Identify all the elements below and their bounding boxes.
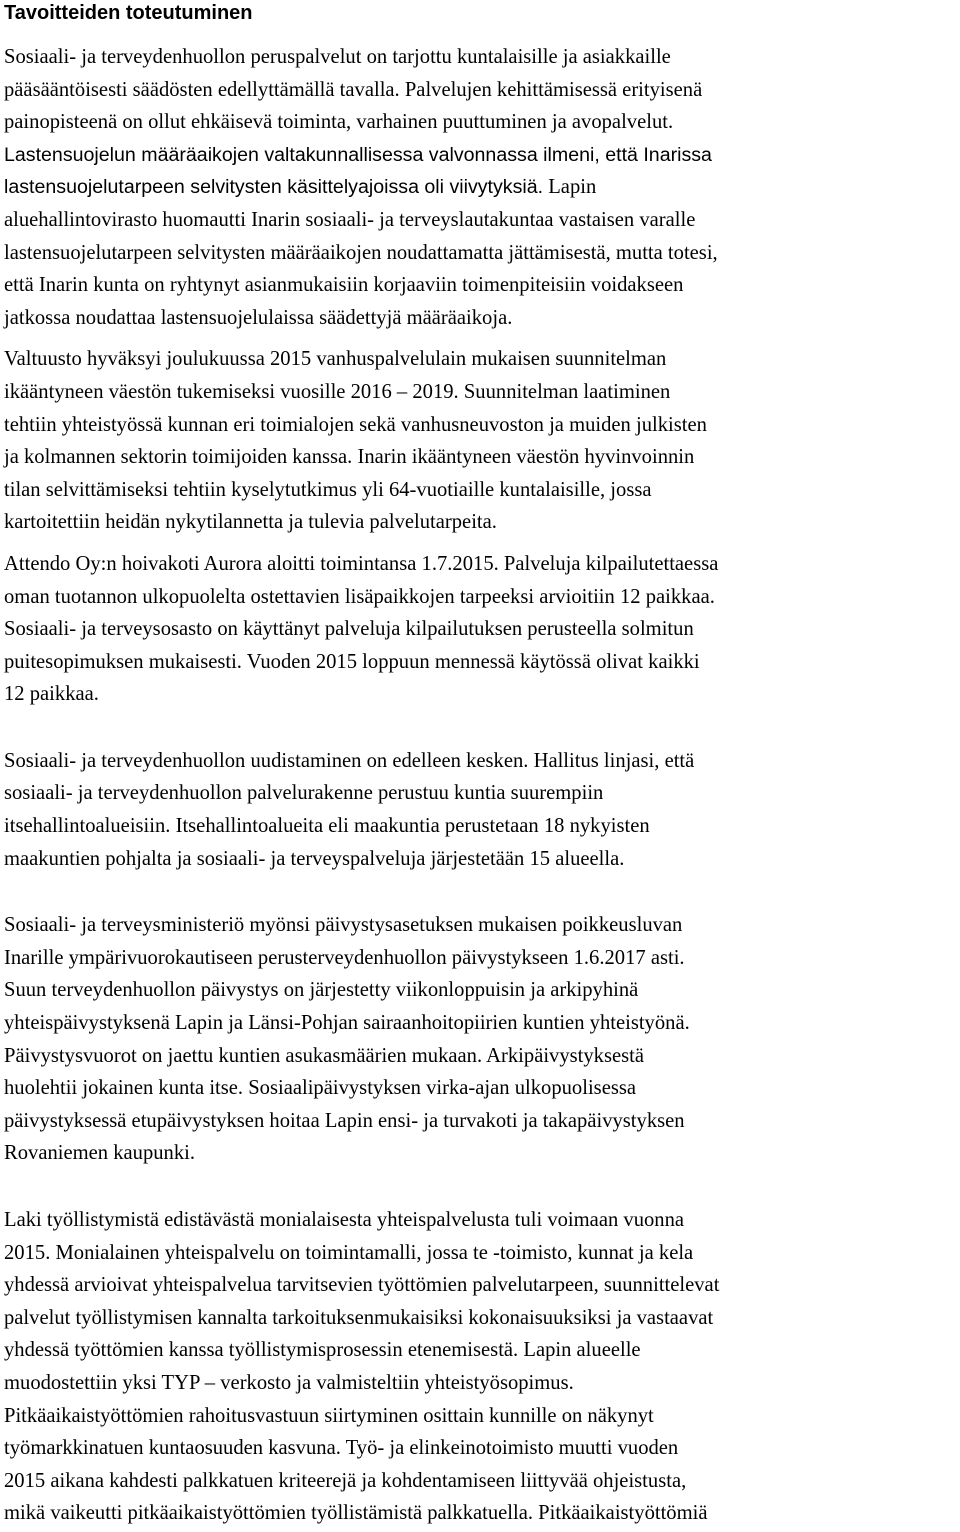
text-line: Sosiaali- ja terveydenhuollon peruspalvelut on tarjottu kuntalaisille ja asiakkaille <box>4 46 671 68</box>
text-fragment: Lapin <box>543 176 597 199</box>
text-line: Päivystysvuorot on jaettu kuntien asukasmäärien mukaan. Arkipäivystyksestä <box>4 1044 645 1067</box>
text-line: ja kolmannen sektorin toimijoiden kanssa. Inarin ikääntyneen väestön hyvinvoinnin <box>4 446 695 469</box>
paragraph-elderly-services <box>4 343 956 539</box>
text-line: 2015. Monialainen yhteispalvelu on toimintamalli, jossa te -toimisto, kunnat ja kela <box>4 1241 694 1264</box>
paragraph-employment <box>4 1204 956 1530</box>
text-line: Pitkäaikaistyöttömien rahoitusvastuun siirtyminen osittain kunnille on näkynyt <box>4 1404 654 1427</box>
text-line: Sosiaali- ja terveysosasto on käyttänyt palveluja kilpailutuksen perusteella solmitun <box>4 618 694 641</box>
text-line: aluehallintovirasto huomautti Inarin sosiaali- ja terveyslautakuntaa vastaisen varalle <box>4 208 696 231</box>
text-line: työmarkkinatuen kuntaosuuden kasvuna. Työ- ja elinkeinotoimisto muutti vuoden <box>4 1437 679 1460</box>
text-line: painopisteenä on ollut ehkäisevä toiminta, varhainen puuttuminen ja avopalvelut. <box>4 111 674 134</box>
text-line: Suun terveydenhuollon päivystys on järjestetty viikonloppuisin ja arkipyhinä <box>4 979 639 1002</box>
text-line: puitesopimuksen mukaisesti. Vuoden 2015 loppuun mennessä käytössä olivat kaikki <box>4 650 700 673</box>
text-line: ikääntyneen väestön tukemiseksi vuosille 2016 – 2019. Suunnitelman laatiminen <box>4 380 671 403</box>
text-line: lastensuojelutarpeen selvitysten määräaikojen noudattamatta jättämisestä, mutta totesi, <box>4 241 718 264</box>
text-line: pääsääntöisesti säädösten edellyttämällä tavalla. Palvelujen kehittämisessä erityisenä <box>4 78 703 101</box>
text-line: Rovaniemen kaupunki. <box>4 1142 196 1165</box>
text-line: Inarille ympärivuorokautiseen perusterveydenhuollon päivystykseen 1.6.2017 asti. <box>4 946 685 969</box>
text-line: kartoitettiin heidän nykytilannetta ja tulevia palvelutarpeita. <box>4 511 497 534</box>
text-line: Sosiaali- ja terveysministeriö myönsi päivystysasetuksen mukaisen poikkeusluvan <box>4 914 683 937</box>
section-heading: Tavoitteiden toteutuminen <box>4 2 253 24</box>
text-line <box>4 171 956 204</box>
text-line: Valtuusto hyväksyi joulukuussa 2015 vanhuspalvelulain mukaisen suunnitelman <box>4 348 667 371</box>
text-line: 2015 aikana kahdesti palkkatuen kriteerejä ja kohdentamiseen liittyvää ohjeistusta, <box>4 1469 687 1492</box>
text-line: yhdessä arvioivat yhteispalvelua tarvitsevien työttömien palvelutarpeen, suunnittelevat <box>4 1274 720 1297</box>
text-line: jatkossa noudattaa lastensuojelulaissa säädettyjä määräaikoja. <box>4 306 513 329</box>
text-line: oman tuotannon ulkopuolelta ostettavien lisäpaikkojen tarpeeksi arvioitiin 12 paikkaa. <box>4 585 715 608</box>
text-line: Laki työllistymistä edistävästä monialaisesta yhteispalvelusta tuli voimaan vuonna <box>4 1209 685 1231</box>
text-line: yhdessä työttömien kanssa työllistymisprosessin etenemisestä. Lapin alueelle <box>4 1339 641 1362</box>
document-page <box>4 0 956 1530</box>
text-line: huolehtii jokainen kunta itse. Sosiaalipäivystyksen virka-ajan ulkopuolisessa <box>4 1077 637 1100</box>
text-line: mikä vaikeutti pitkäaikaistyöttömien työllistämistä palkkatuella. Pitkäaikaistyöttömiä <box>4 1502 708 1525</box>
text-line: maakuntien pohjalta ja sosiaali- ja terveyspalveluja järjestetään 15 alueella. <box>4 847 625 870</box>
text-line: päivystyksessä etupäivystyksen hoitaa Lapin ensi- ja turvakoti ja takapäivystyksen <box>4 1109 685 1132</box>
paragraph-on-call <box>4 909 956 1170</box>
text-line: että Inarin kunta on ryhtynyt asianmukaisiin korjaaviin toimenpiteisiin voidakseen <box>4 274 684 297</box>
text-line: tehtiin yhteistyössä kunnan eri toimialojen sekä vanhusneuvoston ja muiden julkisten <box>4 413 707 436</box>
text-line: tilan selvittämiseksi tehtiin kyselytutkimus yli 64-vuotiaille kuntalaisille, jossa <box>4 478 652 501</box>
text-line: sosiaali- ja terveydenhuollon palvelurakenne perustuu kuntia suurempiin <box>4 782 604 805</box>
text-line: yhteispäivystyksenä Lapin ja Länsi-Pohjan sairaanhoitopiirien kuntien yhteistyönä. <box>4 1012 690 1035</box>
text-line: Sosiaali- ja terveydenhuollon uudistaminen on edelleen kesken. Hallitus linjasi, että <box>4 749 695 772</box>
text-line: 12 paikkaa. <box>4 683 99 706</box>
paragraph-basic-services <box>4 41 956 334</box>
paragraph-reform <box>4 745 956 875</box>
text-line: Attendo Oy:n hoivakoti Aurora aloitti toimintansa 1.7.2015. Palveluja kilpailutettaessa <box>4 552 719 575</box>
text-line: Lastensuojelun määräaikojen valtakunnallisessa valvonnassa ilmeni, että Inarissa <box>4 143 712 166</box>
text-fragment: lastensuojelutarpeen selvitysten käsittelyajoissa oli viivytyksiä. <box>4 176 544 199</box>
paragraph-care-home <box>4 548 956 711</box>
text-line: palvelut työllistymisen kannalta tarkoituksenmukaisiksi kokonaisuuksiksi ja vastaavat <box>4 1306 714 1329</box>
text-line: muodostettiin yksi TYP – verkosto ja valmisteltiin yhteistyösopimus. <box>4 1371 574 1394</box>
text-line: itsehallintoalueisiin. Itsehallintoalueita eli maakuntia perustetaan 18 nykyisten <box>4 815 650 838</box>
